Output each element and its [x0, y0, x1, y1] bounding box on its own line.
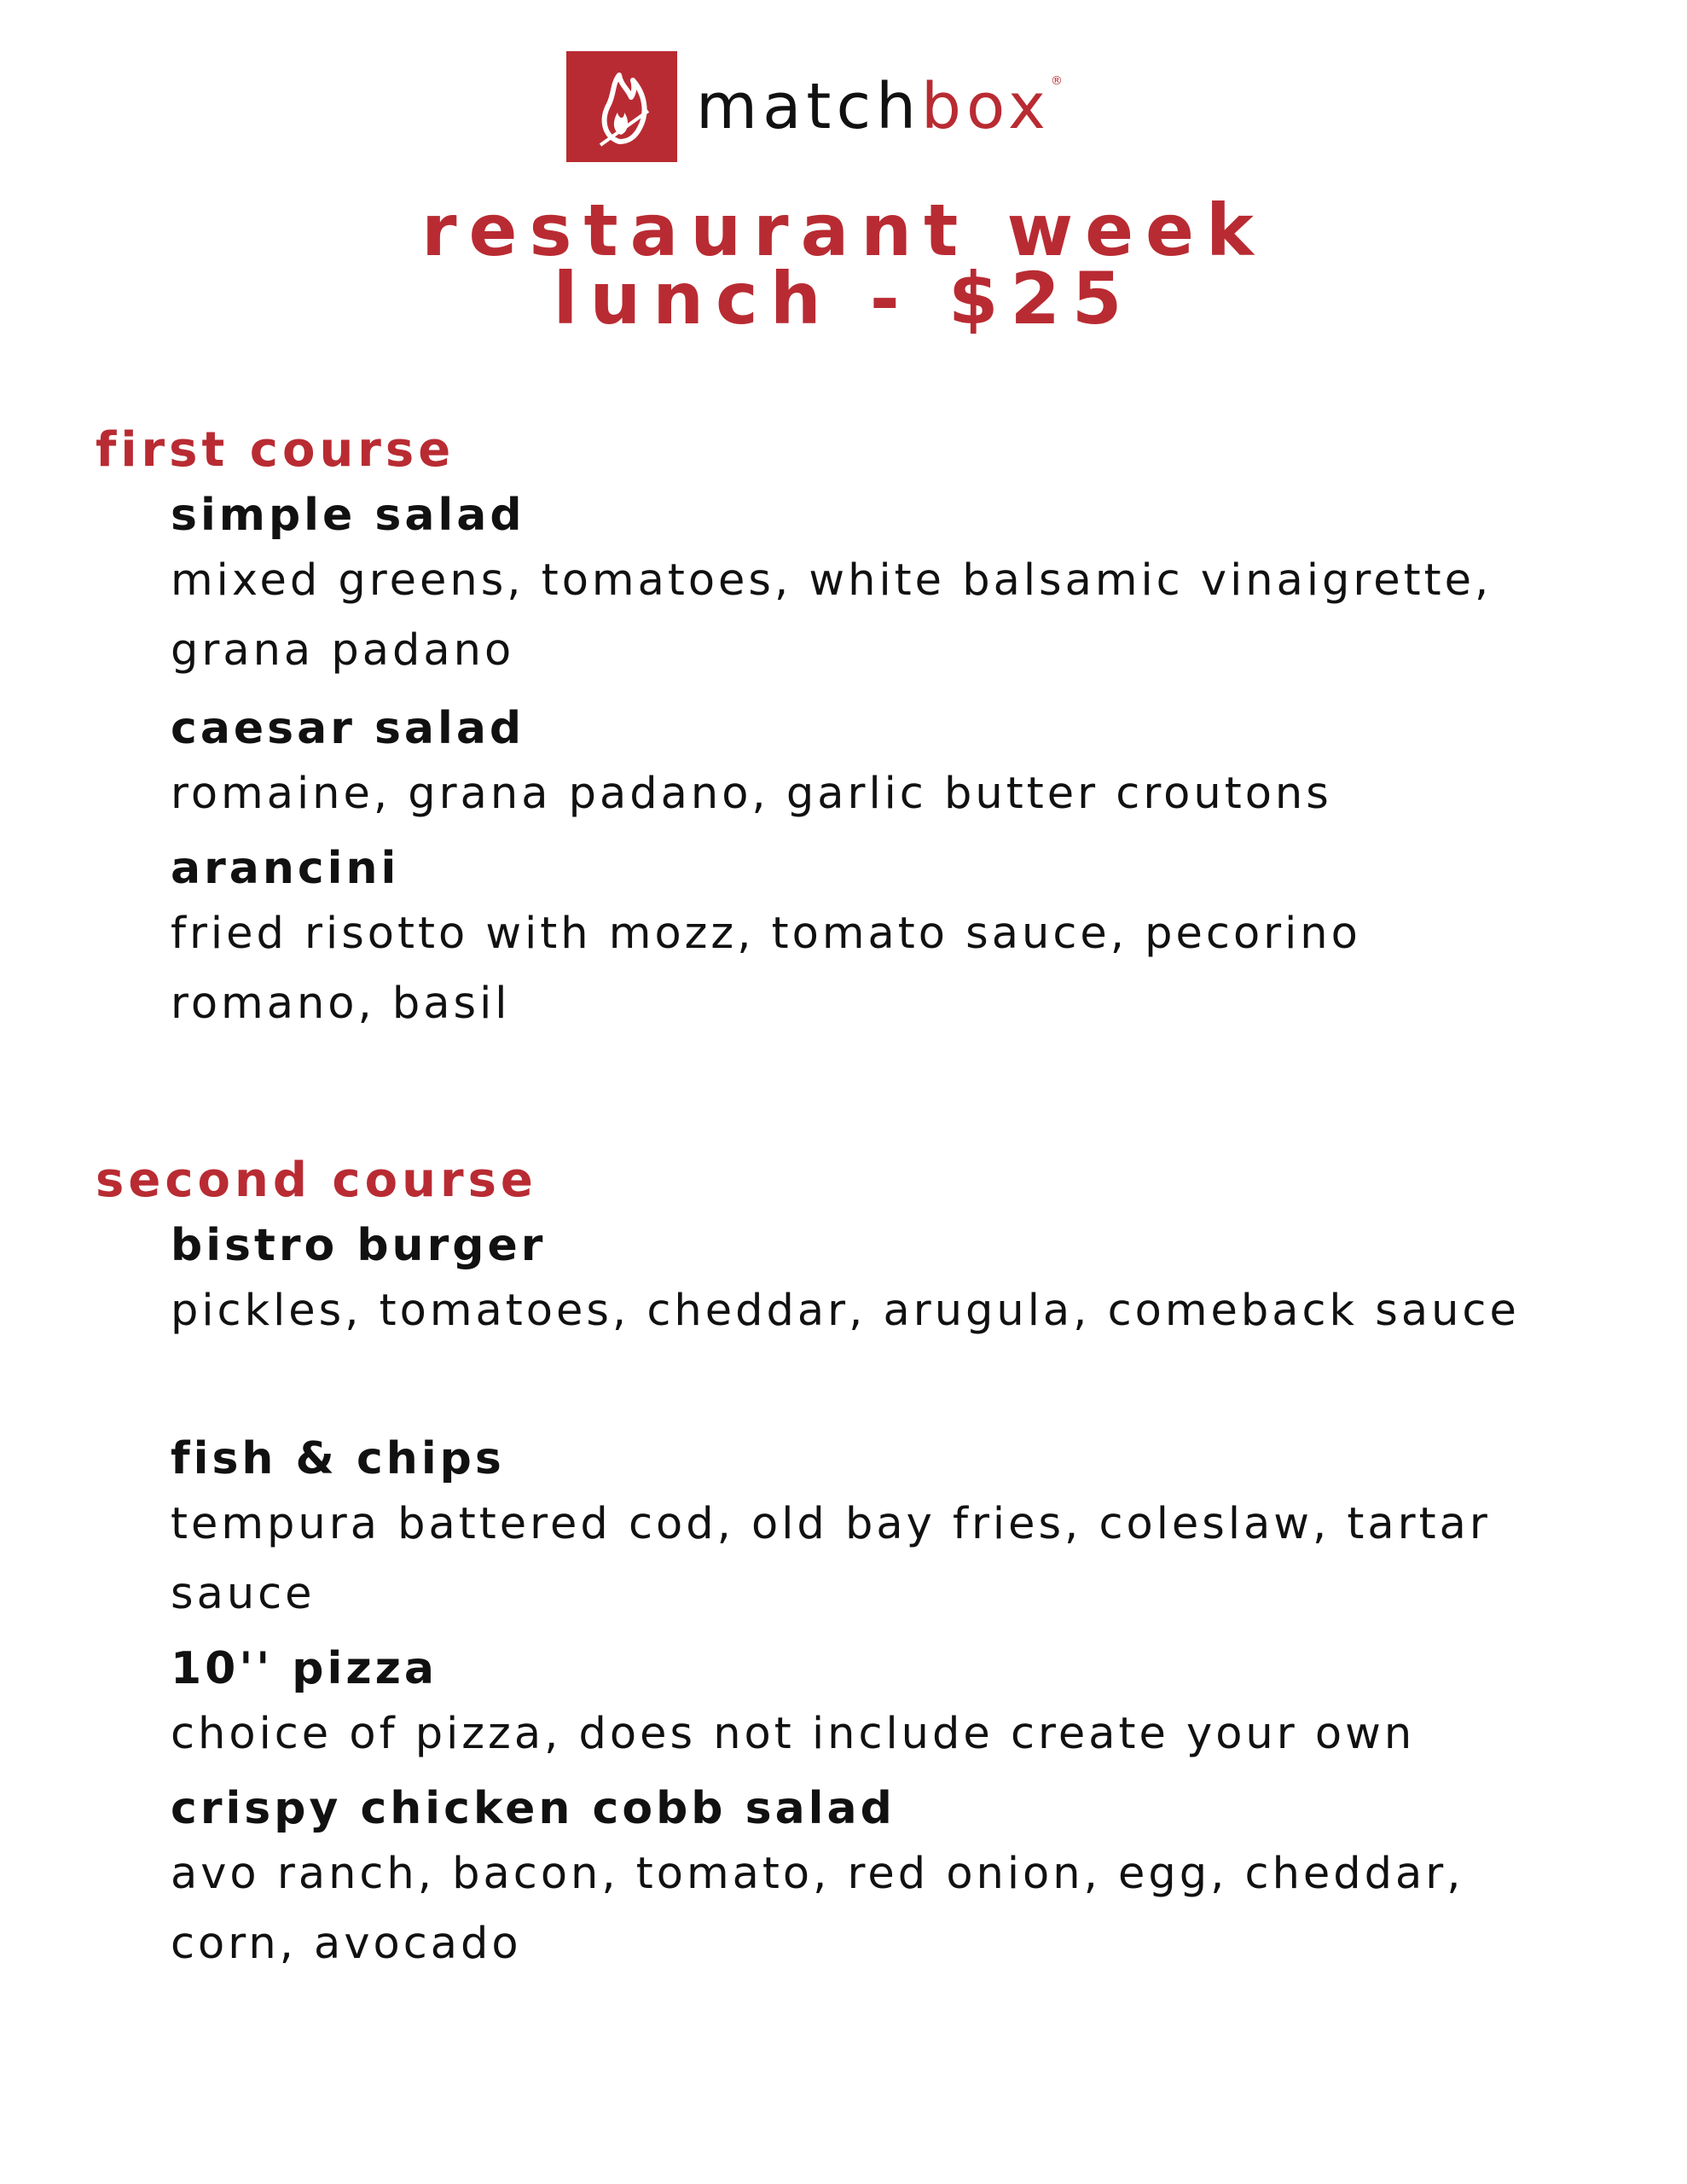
registered-mark: ®	[1050, 74, 1068, 88]
section-heading: first course	[96, 422, 455, 478]
menu-item-name: arancini	[171, 843, 400, 894]
matchbox-flame-icon	[566, 51, 677, 162]
menu-item-description: fried risotto with mozz, tomato sauce, pecorino romano, basil	[171, 909, 1361, 1029]
menu-item-name: bistro burger	[171, 1220, 547, 1271]
matchbox-logo	[566, 51, 1068, 162]
menu-item-name: caesar salad	[171, 703, 525, 754]
menu-subtitle: lunch - $25	[553, 257, 1134, 340]
menu-item-description: pickles, tomatoes, cheddar, arugula, comeback sauce	[171, 1286, 1520, 1336]
menu-item-name: simple salad	[171, 490, 525, 541]
menu-item-description: romaine, grana padano, garlic butter croutons	[171, 769, 1332, 819]
menu-item-name: 10'' pizza	[171, 1643, 438, 1694]
menu-item-description: tempura battered cod, old bay fries, coleslaw, tartar sauce	[171, 1499, 1491, 1619]
brand-part1: match	[696, 70, 922, 143]
menu-item-description: choice of pizza, does not include create your own	[171, 1709, 1416, 1759]
menu-item-description: avo ranch, bacon, tomato, red onion, egg, cheddar, corn, avocado	[171, 1849, 1464, 1969]
brand-part2: box	[921, 70, 1051, 143]
menu-item-description: mixed greens, tomatoes, white balsamic vinaigrette, grana padano	[171, 555, 1493, 676]
section-heading: second course	[96, 1153, 537, 1208]
menu-item-name: crispy chicken cobb salad	[171, 1783, 896, 1834]
menu-title: restaurant week	[421, 189, 1266, 272]
menu-item-name: fish & chips	[171, 1433, 505, 1484]
brand-wordmark	[696, 70, 1068, 143]
